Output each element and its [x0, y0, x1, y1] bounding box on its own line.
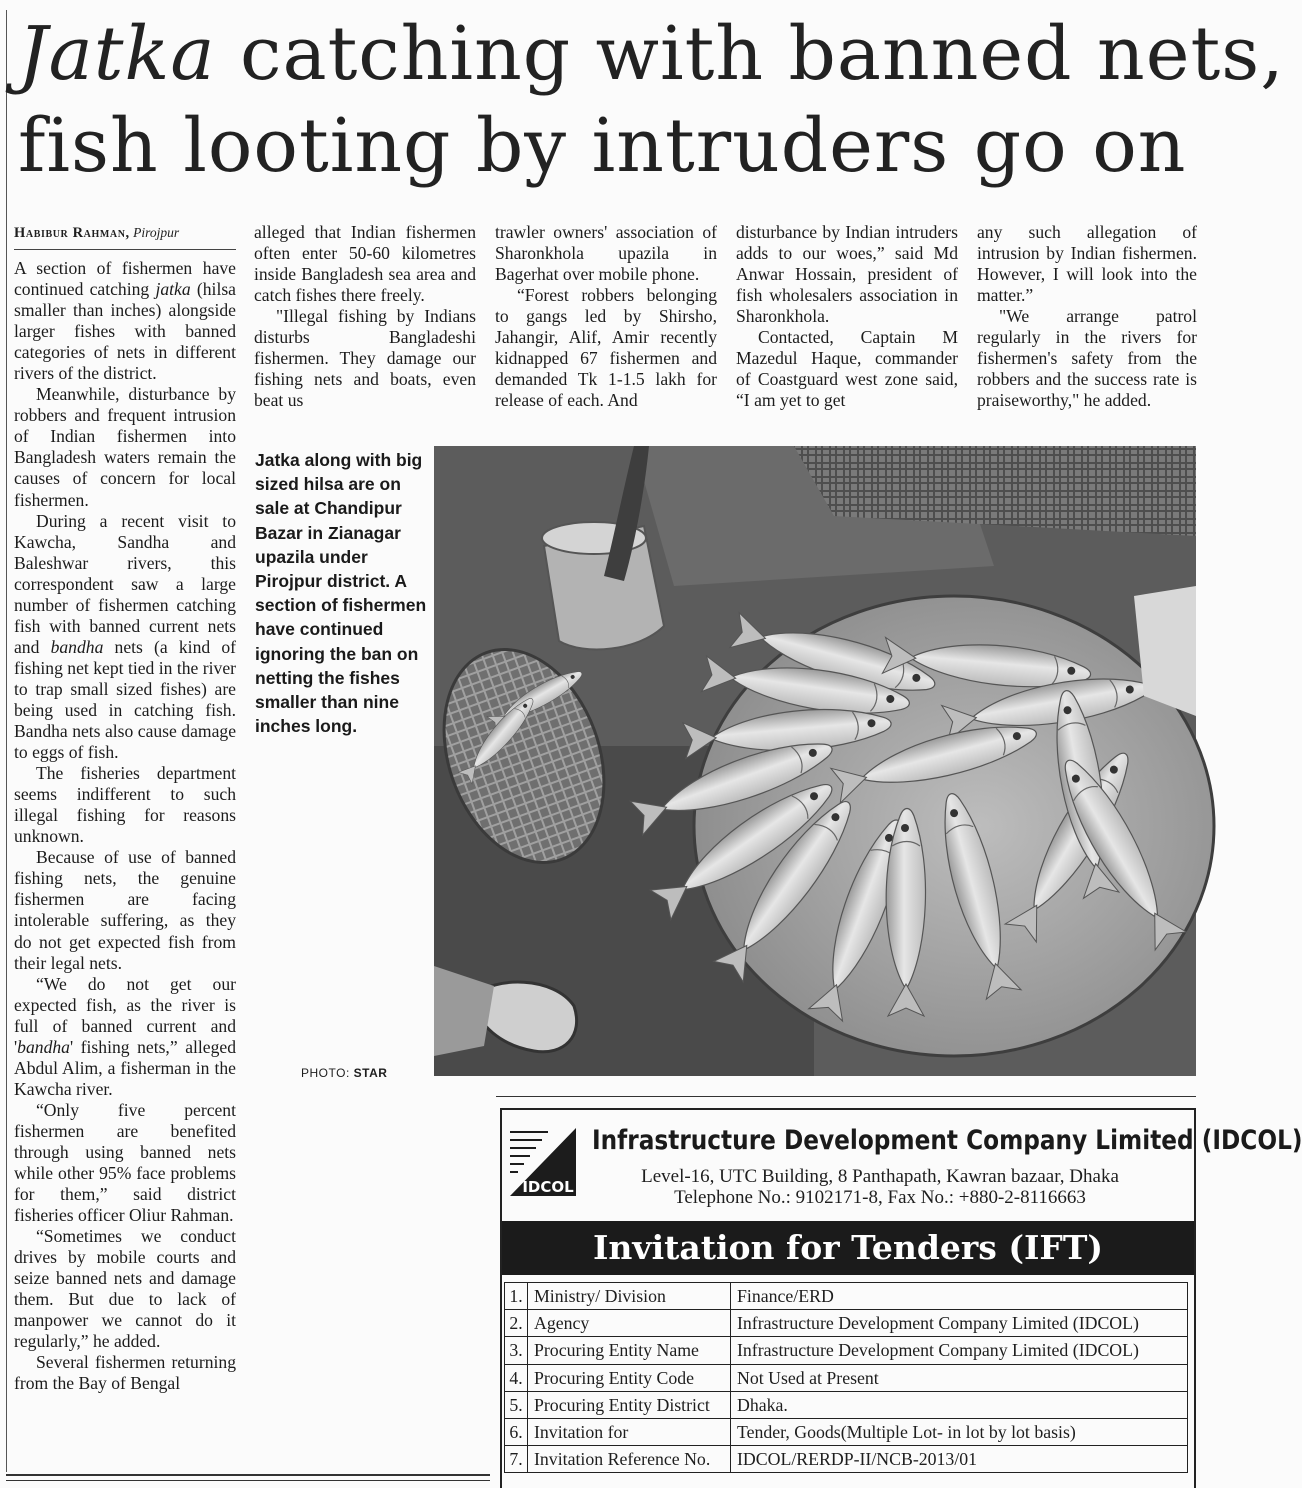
byline-place: Pirojpur — [133, 225, 180, 240]
tender-cell-k: Procuring Entity District — [528, 1391, 731, 1418]
paragraph: "Illegal fishing by Indians disturbs Bangladeshi fishermen. They damage our fishing nets and boats, even beat us — [254, 306, 476, 411]
tender-cell-n: 1. — [505, 1283, 528, 1310]
tender-cell-v: Infrastructure Development Company Limited (IDCOL) — [731, 1310, 1188, 1337]
article-column-4 — [736, 222, 958, 411]
paragraph: During a recent visit to Kawcha, Sandha and Baleshwar rivers, this correspondent saw a large number of fishermen catching fish with banned current nets and bandha nets (a kind of fishing net kept tied in the river to trap small sized fishes) are being used in catching fish. Bandha nets also cause damage to eggs of fish. — [14, 510, 236, 763]
tender-row — [505, 1391, 1188, 1418]
article-column-1 — [14, 258, 236, 1395]
article-column-2-top — [254, 222, 476, 411]
tender-cell-v: IDCOL/RERDP-II/NCB-2013/01 — [731, 1446, 1188, 1473]
paragraph: The fisheries department seems indifferent to such illegal fishing for reasons unknown. — [14, 763, 236, 847]
article-column-5 — [977, 222, 1197, 411]
tender-cell-k: Invitation for — [528, 1418, 731, 1445]
paragraph: Because of use of banned fishing nets, the genuine fishermen are facing intolerable suffering, as they do not get expected fish from their legal nets. — [14, 847, 236, 973]
tender-cell-v: Not Used at Present — [731, 1364, 1188, 1391]
tender-cell-v: Infrastructure Development Company Limited (IDCOL) — [731, 1337, 1188, 1364]
tender-row — [505, 1310, 1188, 1337]
tender-cell-n: 4. — [505, 1364, 528, 1391]
headline — [18, 8, 1285, 192]
tender-cell-k: Procuring Entity Code — [528, 1364, 731, 1391]
ad-banner-title: Invitation for Tenders (IFT) — [502, 1221, 1194, 1275]
tender-row — [505, 1418, 1188, 1445]
paragraph: Meanwhile, disturbance by robbers and frequent intrusion of Indian fishermen into Bangladesh waters remain the causes of concern for local fishermen. — [14, 384, 236, 510]
tender-row — [505, 1283, 1188, 1310]
byline-divider — [14, 249, 236, 250]
photo-credit: PHOTO: STAR — [301, 1066, 388, 1080]
tender-cell-v: Dhaka. — [731, 1391, 1188, 1418]
fish-market-photo — [434, 446, 1196, 1076]
byline-author: Habibur Rahman, — [14, 225, 130, 241]
tender-row — [505, 1446, 1188, 1473]
paragraph: “Forest robbers belonging to gangs led by Shirsho, Jahangir, Alif, Amir recently kidnapped 67 fishermen and demanded Tk 1-1.5 lakh for release of each. And — [495, 285, 717, 411]
paragraph: Contacted, Captain M Mazedul Haque, commander of Coastguard west zone said, “I am yet to get — [736, 327, 958, 411]
tender-cell-n: 6. — [505, 1418, 528, 1445]
byline — [14, 224, 236, 242]
photo-caption: Jatka along with big sized hilsa are on sale at Chandipur Bazar in Zianagar upazila under Pirojpur district. A section of fishermen have continued ignoring the ban on netting the fishes smaller than nine inches long. — [255, 450, 427, 737]
paragraph: A section of fishermen have continued catching jatka (hilsa smaller than inches) alongside larger fishes with banned categories of nets in different rivers of the district. — [14, 258, 236, 384]
tender-info-table — [504, 1282, 1188, 1473]
paragraph: “We do not get our expected fish, as the river is full of banned current and 'bandha' fishing nets,” alleged Abdul Alim, a fisherman in the Kawcha river. — [14, 973, 236, 1099]
headline-italic-word: Jatka — [18, 11, 216, 97]
tender-cell-k: Agency — [528, 1310, 731, 1337]
paragraph: disturbance by Indian intruders adds to our woes,” said Md Anwar Hossain, president of fish wholesalers association in Sharonkhola. — [736, 222, 958, 327]
idcol-logo-text: IDCOL — [522, 1178, 574, 1196]
tender-cell-n: 7. — [505, 1446, 528, 1473]
bottom-rule — [6, 1474, 490, 1481]
ad-organization-name: Infrastructure Development Company Limited (IDCOL) — [592, 1125, 1302, 1156]
paragraph: “Only five percent fishermen are benefited through using banned nets while other 95% face problems for them,” said district fisheries officer Oliur Rahman. — [14, 1099, 236, 1226]
paragraph: alleged that Indian fishermen often enter 50-60 kilometres inside Bangladesh sea area and catch fishes there freely. — [254, 222, 476, 306]
tender-cell-k: Invitation Reference No. — [528, 1446, 731, 1473]
headline-line2: fish looting by intruders go on — [18, 103, 1187, 189]
tender-row — [505, 1364, 1188, 1391]
tender-cell-k: Ministry/ Division — [528, 1283, 731, 1310]
headline-line1: catching with banned nets, — [215, 11, 1285, 97]
paragraph: Several fishermen returning from the Bay of Bengal — [14, 1352, 236, 1394]
idcol-logo — [508, 1124, 578, 1198]
paragraph: "We arrange patrol regularly in the rivers for fishermen's safety from the robbers and the success rate is praiseworthy," he added. — [977, 306, 1197, 411]
ad-phone: Telephone No.: 9102171-8, Fax No.: +880-2-8116663 — [674, 1187, 1086, 1208]
tender-cell-k: Procuring Entity Name — [528, 1337, 731, 1364]
paragraph: any such allegation of intrusion by Indian fishermen. However, I will look into the matter.” — [977, 222, 1197, 306]
tender-cell-v: Tender, Goods(Multiple Lot- in lot by lot basis) — [731, 1418, 1188, 1445]
article-column-3 — [495, 222, 717, 411]
left-column-rule — [6, 10, 7, 1472]
paragraph: trawler owners' association of Sharonkhola upazila in Bagerhat over mobile phone. — [495, 222, 717, 285]
ad-address: Level-16, UTC Building, 8 Panthapath, Kawran bazaar, Dhaka — [641, 1166, 1119, 1187]
paragraph: “Sometimes we conduct drives by mobile courts and seize banned nets and damage them. But due to lack of manpower we cannot do it regularly,” he added. — [14, 1226, 236, 1352]
tender-cell-n: 5. — [505, 1391, 528, 1418]
tender-cell-n: 3. — [505, 1337, 528, 1364]
tender-row — [505, 1337, 1188, 1364]
ad-top-rule — [496, 1096, 1196, 1097]
tender-cell-n: 2. — [505, 1310, 528, 1337]
tender-cell-v: Finance/ERD — [731, 1283, 1188, 1310]
